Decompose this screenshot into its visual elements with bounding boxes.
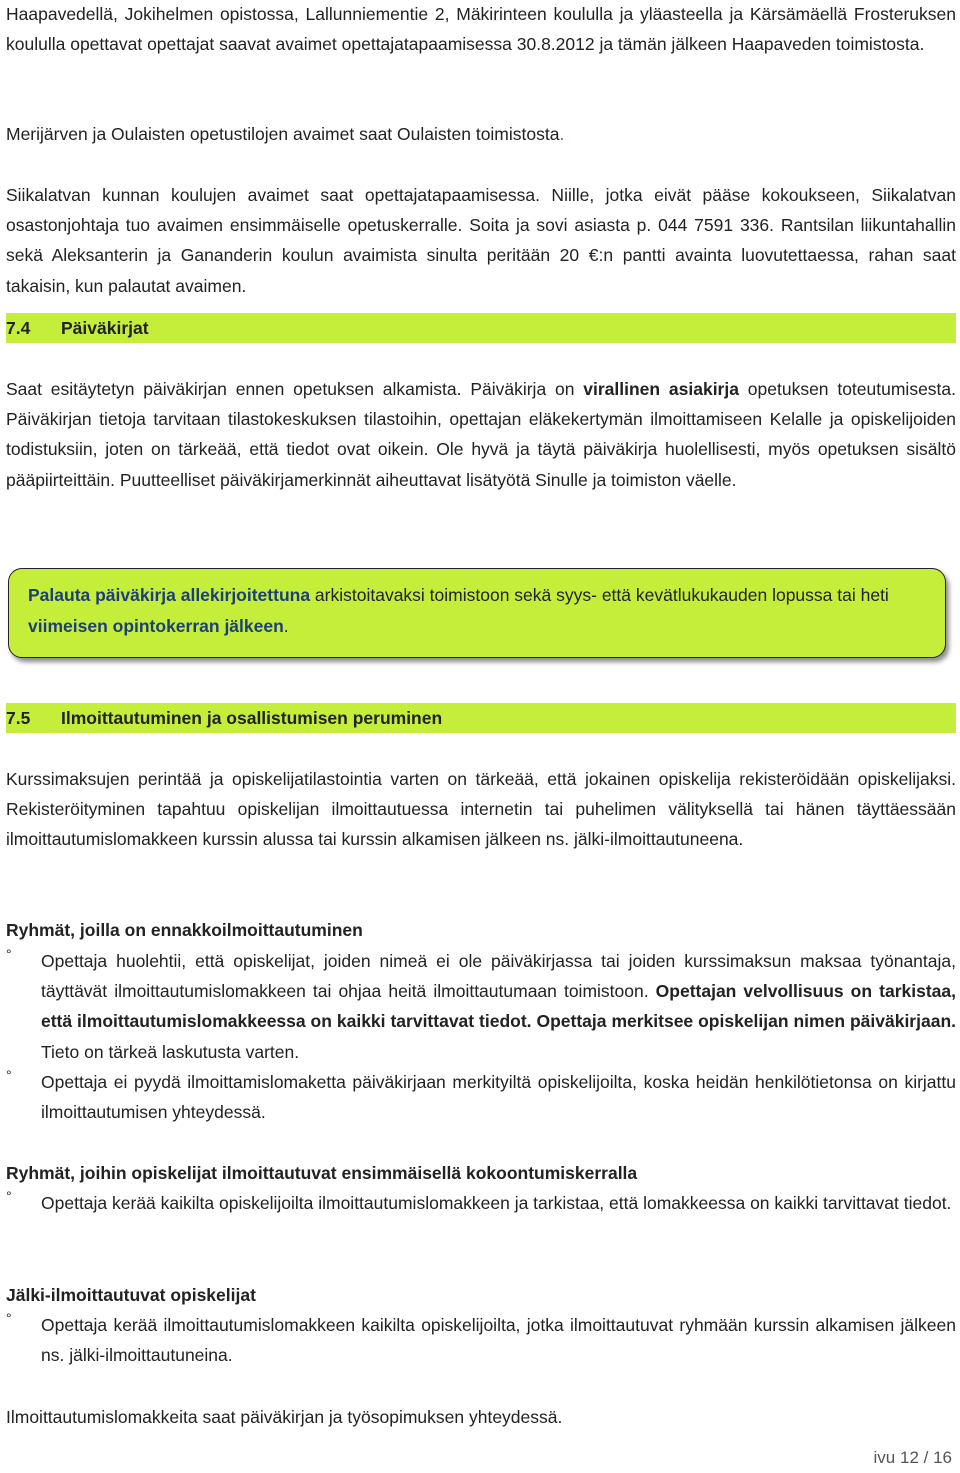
forms-note: Ilmoittautumislomakkeita saat päiväkirjan ja työsopimuksen yhteydessä.: [6, 1407, 563, 1427]
group-heading: Ryhmät, joilla on ennakkoilmoittautuminen: [6, 920, 363, 940]
callout-text: arkistoitavaksi toimistoon sekä syys- että kevätlukukauden lopussa tai heti: [310, 585, 889, 605]
group-pre-registration: [6, 915, 956, 1127]
section-title: Ilmoittautuminen ja osallistumisen peruminen: [61, 708, 443, 728]
callout-bold-a: Palauta päiväkirja allekirjoitettuna: [28, 585, 311, 605]
page-number: ivu 12 / 16: [873, 1448, 952, 1467]
group-late-registration: [6, 1280, 956, 1370]
list-item: ° Opettaja kerää ilmoittautumislomakkeen kaikilta opiskelijoilta, jotka ilmoittautuvat ryhmään kurssin alkamisen jälkeen ns. jälki-ilmoittautuneina.: [6, 1310, 956, 1366]
list-item: ° Opettaja kerää kaikilta opiskelijoilta ilmoittautumislomakkeen ja tarkistaa, että lomakkeessa on kaikki tarvittavat tiedot.: [6, 1188, 952, 1213]
list-item: ° Opettaja huolehtii, että opiskelijat, joiden nimeä ei ole päiväkirjassa tai joiden kurssimaksun maksaa työnantaja, täyttävät ilmoittautumislomakkeen tai ohjaa heitä ilmoittautumaan toimistoon. Opettajan velvollisuus on tarkistaa, että ilmoittautumislomakkeessa on kaikki tarvittavat tiedot. Opettaja merkitsee opiskelijan nimen päiväkirjaan. Tieto on tärkeä laskutusta varten.: [6, 946, 956, 1062]
section-heading-7-5: [6, 703, 956, 733]
diary-paragraph: [6, 374, 956, 495]
bullet-icon: °: [6, 1066, 12, 1083]
section-number: 7.4: [6, 318, 31, 338]
section-heading-7-4: [6, 313, 956, 343]
group-heading: Jälki-ilmoittautuvat opiskelijat: [6, 1285, 256, 1305]
diary-text-bold: virallinen asiakirja: [583, 379, 739, 399]
bullet-icon: °: [6, 946, 12, 962]
intro-paragraph-2-text: Merijärven ja Oulaisten opetustilojen avaimet saat Oulaisten toimistosta: [6, 124, 560, 144]
bullet-icon: °: [6, 1188, 12, 1204]
bullet-icon: °: [6, 1310, 12, 1326]
callout-end: .: [283, 616, 289, 636]
group-first-meeting: [6, 1158, 956, 1218]
callout-bold-b: viimeisen opintokerran jälkeen: [28, 616, 284, 636]
section-title: Päiväkirjat: [61, 318, 149, 338]
intro-paragraph-2: [6, 119, 956, 149]
return-diary-callout: [8, 568, 946, 658]
diary-text-c: opetuksen toteutumisesta. Päiväkirjan tietoja tarvitaan tilastokeskuksen tilastoihin, opettajan eläkekertymän ilmoittamiseen Kelalle ja opiskelijoiden todistuksiin, joten on tärkeää, että tiedot ovat oikein. Ole hyvä ja täytä päiväkirja huolellisesti, myös opetuksen sisältö pääpiirteittäin. Puutteelliset päiväkirjamerkinnät aiheuttavat lisätyötä Sinulle ja toimiston väelle.: [6, 379, 957, 490]
group-heading: Ryhmät, joihin opiskelijat ilmoittautuvat ensimmäisellä kokoontumiskerralla: [6, 1163, 638, 1183]
registration-paragraph: Kurssimaksujen perintää ja opiskelijatilastointia varten on tärkeää, että jokainen opiskelija rekisteröidään opiskelijaksi. Rekisteröityminen tapahtuu opiskelijan ilmoittautuessa internetin tai puhelimen välityksellä tai hänen täyttäessään ilmoittautumislomakkeen kurssin alussa tai kurssin alkamisen jälkeen ns. jälki-ilmoittautuneena.: [6, 769, 956, 850]
list-item: ° Opettaja ei pyydä ilmoittamislomaketta päiväkirjaan merkityiltä opiskelijoilta, koska heidän henkilötietonsa on kirjattu ilmoittautumisen yhteydessä.: [6, 1066, 956, 1123]
diary-text-a: Saat esitäytetyn päiväkirjan ennen opetuksen alkamista. Päiväkirja on: [6, 379, 584, 399]
intro-paragraph-2-dot: .: [559, 124, 565, 144]
section-number: 7.5: [6, 708, 31, 728]
intro-paragraph-1: Haapavedellä, Jokihelmen opistossa, Lallunniementie 2, Mäkirinteen koululla ja yläasteella ja Kärsämäellä Frosteruksen koululla opettavat opettajat saavat avaimet opettajatapaamisessa 30.8.2012 ja tämän jälkeen Haapaveden toimistosta.: [6, 4, 956, 55]
intro-paragraph-3: Siikalatvan kunnan koulujen avaimet saat opettajatapaamisessa. Niille, jotka eivät pääse kokoukseen, Siikalatvan osastonjohtaja tuo avaimen ensimmäiselle opetuskerralle. Soita ja sovi asiasta p. 044 7591 336. Rantsilan liikuntahallin sekä Aleksanterin ja Gananderin koulun avaimista sinulta peritään 20 €:n pantti avainta luovutettaessa, rahan saat takaisin, kun palautat avaimen.: [6, 185, 956, 296]
